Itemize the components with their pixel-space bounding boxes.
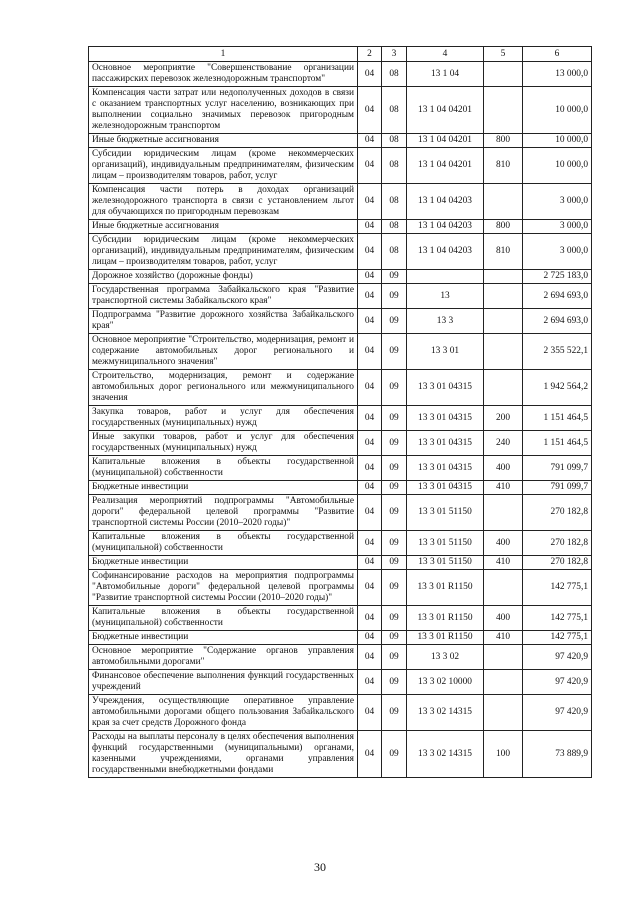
row-name: Закупка товаров, работ и услуг для обеспечения государственных (муниципальных) нужд xyxy=(89,406,358,431)
table-row xyxy=(89,220,592,234)
row-amount: 3 000,0 xyxy=(523,220,592,234)
row-target-code: 13 1 04 04201 xyxy=(407,134,484,148)
row-expense-type: 240 xyxy=(484,431,523,456)
row-target-code: 13 3 01 51150 xyxy=(407,556,484,570)
budget-table xyxy=(88,46,592,778)
row-amount: 1 151 464,5 xyxy=(523,406,592,431)
row-expense-type xyxy=(484,62,523,87)
row-expense-type: 800 xyxy=(484,220,523,234)
row-subsection: 09 xyxy=(382,606,407,631)
row-expense-type: 410 xyxy=(484,556,523,570)
row-name: Расходы на выплаты персоналу в целях обеспечения выполнения функций государственными (муниципальными) органами, казенными учреждениями, органами управления государственными внебюджетными фондами xyxy=(89,731,358,778)
row-section: 04 xyxy=(358,334,382,370)
row-subsection: 09 xyxy=(382,270,407,284)
row-name: Дорожное хозяйство (дорожные фонды) xyxy=(89,270,358,284)
row-subsection: 08 xyxy=(382,234,407,270)
row-expense-type xyxy=(484,695,523,731)
row-amount: 73 889,9 xyxy=(523,731,592,778)
row-subsection: 09 xyxy=(382,456,407,481)
header-col-6: 6 xyxy=(523,47,592,62)
row-subsection: 09 xyxy=(382,495,407,531)
table-row xyxy=(89,87,592,134)
row-section: 04 xyxy=(358,570,382,606)
row-section: 04 xyxy=(358,148,382,184)
row-section: 04 xyxy=(358,134,382,148)
row-amount: 97 420,9 xyxy=(523,695,592,731)
row-target-code: 13 3 02 14315 xyxy=(407,731,484,778)
row-expense-type xyxy=(484,270,523,284)
row-target-code: 13 1 04 xyxy=(407,62,484,87)
row-name: Подпрограмма "Развитие дорожного хозяйства Забайкальского края" xyxy=(89,309,358,334)
row-name: Иные бюджетные ассигнования xyxy=(89,134,358,148)
row-subsection: 09 xyxy=(382,570,407,606)
row-amount: 1 942 564,2 xyxy=(523,370,592,406)
row-subsection: 09 xyxy=(382,695,407,731)
row-amount: 270 182,8 xyxy=(523,495,592,531)
row-name: Компенсация части потерь в доходах организаций железнодорожного транспорта в связи с установлением льгот для обучающихся по пригородным перевозкам xyxy=(89,184,358,220)
row-expense-type: 800 xyxy=(484,134,523,148)
row-section: 04 xyxy=(358,184,382,220)
row-amount: 10 000,0 xyxy=(523,148,592,184)
row-subsection: 08 xyxy=(382,148,407,184)
row-subsection: 08 xyxy=(382,184,407,220)
table-row xyxy=(89,270,592,284)
row-amount: 270 182,8 xyxy=(523,531,592,556)
row-amount: 270 182,8 xyxy=(523,556,592,570)
row-expense-type xyxy=(484,284,523,309)
row-subsection: 09 xyxy=(382,556,407,570)
table-row xyxy=(89,531,592,556)
row-subsection: 09 xyxy=(382,645,407,670)
row-name: Иные закупки товаров, работ и услуг для обеспечения государственных (муниципальных) нужд xyxy=(89,431,358,456)
row-section: 04 xyxy=(358,606,382,631)
row-expense-type: 200 xyxy=(484,406,523,431)
row-subsection: 08 xyxy=(382,62,407,87)
row-name: Основное мероприятие "Содержание органов управления автомобильными дорогами" xyxy=(89,645,358,670)
row-name: Софинансирование расходов на мероприятия подпрограммы "Автомобильные дороги" федеральной целевой программы "Развитие транспортной системы России (2010–2020 годы)" xyxy=(89,570,358,606)
row-amount: 2 694 693,0 xyxy=(523,284,592,309)
row-amount: 97 420,9 xyxy=(523,670,592,695)
row-section: 04 xyxy=(358,456,382,481)
row-section: 04 xyxy=(358,406,382,431)
row-target-code: 13 1 04 04203 xyxy=(407,184,484,220)
row-name: Капитальные вложения в объекты государственной (муниципальной) собственности xyxy=(89,606,358,631)
budget-table-body xyxy=(89,62,592,778)
row-subsection: 09 xyxy=(382,731,407,778)
row-target-code: 13 1 04 04201 xyxy=(407,87,484,134)
row-expense-type xyxy=(484,570,523,606)
row-target-code xyxy=(407,270,484,284)
row-expense-type: 410 xyxy=(484,481,523,495)
header-col-5: 5 xyxy=(484,47,523,62)
row-amount: 791 099,7 xyxy=(523,456,592,481)
row-expense-type: 400 xyxy=(484,606,523,631)
table-row xyxy=(89,481,592,495)
table-row xyxy=(89,695,592,731)
table-row xyxy=(89,284,592,309)
row-target-code: 13 3 02 xyxy=(407,645,484,670)
row-name: Бюджетные инвестиции xyxy=(89,481,358,495)
row-target-code: 13 3 01 04315 xyxy=(407,481,484,495)
row-subsection: 09 xyxy=(382,670,407,695)
row-expense-type xyxy=(484,670,523,695)
row-section: 04 xyxy=(358,695,382,731)
row-section: 04 xyxy=(358,370,382,406)
table-row xyxy=(89,309,592,334)
row-target-code: 13 3 01 04315 xyxy=(407,370,484,406)
table-row xyxy=(89,370,592,406)
row-name: Бюджетные инвестиции xyxy=(89,631,358,645)
row-amount: 142 775,1 xyxy=(523,631,592,645)
row-section: 04 xyxy=(358,270,382,284)
row-amount: 3 000,0 xyxy=(523,234,592,270)
header-col-1: 1 xyxy=(89,47,358,62)
row-expense-type: 810 xyxy=(484,148,523,184)
header-col-2: 2 xyxy=(358,47,382,62)
row-name: Субсидии юридическим лицам (кроме некоммерческих организаций), индивидуальным предпринимателям, физическим лицам – производителям товаров, работ, услуг xyxy=(89,234,358,270)
header-col-4: 4 xyxy=(407,47,484,62)
row-expense-type xyxy=(484,309,523,334)
row-section: 04 xyxy=(358,731,382,778)
table-row xyxy=(89,556,592,570)
table-row xyxy=(89,431,592,456)
table-row xyxy=(89,645,592,670)
row-target-code: 13 3 01 51150 xyxy=(407,495,484,531)
row-subsection: 09 xyxy=(382,431,407,456)
row-name: Основное мероприятие "Совершенствование организации пассажирских перевозок железнодорожным транспортом" xyxy=(89,62,358,87)
row-amount: 1 151 464,5 xyxy=(523,431,592,456)
row-name: Финансовое обеспечение выполнения функций государственных учреждений xyxy=(89,670,358,695)
table-row xyxy=(89,406,592,431)
row-subsection: 09 xyxy=(382,406,407,431)
row-amount: 2 694 693,0 xyxy=(523,309,592,334)
row-name: Субсидии юридическим лицам (кроме некоммерческих организаций), индивидуальным предпринимателям, физическим лицам – производителям товаров, работ, услуг xyxy=(89,148,358,184)
table-row xyxy=(89,495,592,531)
row-expense-type: 810 xyxy=(484,234,523,270)
row-target-code: 13 1 04 04203 xyxy=(407,234,484,270)
row-target-code: 13 3 02 14315 xyxy=(407,695,484,731)
row-amount: 10 000,0 xyxy=(523,87,592,134)
header-col-3: 3 xyxy=(382,47,407,62)
row-section: 04 xyxy=(358,309,382,334)
table-row xyxy=(89,670,592,695)
row-expense-type xyxy=(484,495,523,531)
row-section: 04 xyxy=(358,220,382,234)
row-subsection: 09 xyxy=(382,284,407,309)
row-name: Иные бюджетные ассигнования xyxy=(89,220,358,234)
row-amount: 10 000,0 xyxy=(523,134,592,148)
page-number: 30 xyxy=(314,860,326,874)
row-target-code: 13 3 01 04315 xyxy=(407,406,484,431)
table-row xyxy=(89,631,592,645)
row-name: Реализация мероприятий подпрограммы "Автомобильные дороги" федеральной целевой программы "Развитие транспортной системы России (2010–2020 годы)" xyxy=(89,495,358,531)
row-amount: 2 725 183,0 xyxy=(523,270,592,284)
row-section: 04 xyxy=(358,87,382,134)
row-target-code: 13 3 xyxy=(407,309,484,334)
row-name: Государственная программа Забайкальского края "Развитие транспортной системы Забайкальского края" xyxy=(89,284,358,309)
table-row xyxy=(89,570,592,606)
row-name: Основное мероприятие "Строительство, модернизация, ремонт и содержание автомобильных дорог регионального и межмуниципального значения" xyxy=(89,334,358,370)
row-expense-type: 400 xyxy=(484,531,523,556)
row-target-code: 13 3 01 04315 xyxy=(407,431,484,456)
row-subsection: 08 xyxy=(382,87,407,134)
row-section: 04 xyxy=(358,495,382,531)
row-subsection: 09 xyxy=(382,531,407,556)
table-row xyxy=(89,148,592,184)
row-target-code: 13 3 01 04315 xyxy=(407,456,484,481)
row-section: 04 xyxy=(358,631,382,645)
row-section: 04 xyxy=(358,531,382,556)
row-target-code: 13 1 04 04203 xyxy=(407,220,484,234)
row-section: 04 xyxy=(358,556,382,570)
row-subsection: 08 xyxy=(382,220,407,234)
row-target-code: 13 3 01 R1150 xyxy=(407,631,484,645)
row-name: Капитальные вложения в объекты государственной (муниципальной) собственности xyxy=(89,531,358,556)
row-subsection: 09 xyxy=(382,631,407,645)
row-section: 04 xyxy=(358,62,382,87)
row-name: Компенсация части затрат или недополученных доходов в связи с оказанием транспортных услуг населению, возникающих при выполнении социально значимых перевозок пригородным железнодорожным транспортом xyxy=(89,87,358,134)
row-target-code: 13 1 04 04201 xyxy=(407,148,484,184)
table-row xyxy=(89,731,592,778)
row-subsection: 09 xyxy=(382,309,407,334)
row-amount: 791 099,7 xyxy=(523,481,592,495)
row-name: Учреждения, осуществляющие оперативное управление автомобильными дорогами общего пользования Забайкальского края за счет средств Дорожного фонда xyxy=(89,695,358,731)
row-amount: 142 775,1 xyxy=(523,570,592,606)
row-name: Бюджетные инвестиции xyxy=(89,556,358,570)
row-section: 04 xyxy=(358,645,382,670)
row-target-code: 13 3 01 51150 xyxy=(407,531,484,556)
row-expense-type xyxy=(484,184,523,220)
table-row xyxy=(89,184,592,220)
row-subsection: 09 xyxy=(382,370,407,406)
table-row xyxy=(89,234,592,270)
row-amount: 142 775,1 xyxy=(523,606,592,631)
row-target-code: 13 xyxy=(407,284,484,309)
row-section: 04 xyxy=(358,234,382,270)
row-section: 04 xyxy=(358,284,382,309)
row-target-code: 13 3 01 xyxy=(407,334,484,370)
row-expense-type xyxy=(484,645,523,670)
row-expense-type xyxy=(484,370,523,406)
table-header-row xyxy=(89,47,592,62)
row-target-code: 13 3 02 10000 xyxy=(407,670,484,695)
table-row xyxy=(89,456,592,481)
row-target-code: 13 3 01 R1150 xyxy=(407,606,484,631)
row-expense-type: 100 xyxy=(484,731,523,778)
row-name: Капитальные вложения в объекты государственной (муниципальной) собственности xyxy=(89,456,358,481)
row-amount: 2 355 522,1 xyxy=(523,334,592,370)
row-subsection: 09 xyxy=(382,334,407,370)
row-section: 04 xyxy=(358,431,382,456)
row-expense-type: 410 xyxy=(484,631,523,645)
table-row xyxy=(89,334,592,370)
row-target-code: 13 3 01 R1150 xyxy=(407,570,484,606)
table-row xyxy=(89,62,592,87)
row-amount: 97 420,9 xyxy=(523,645,592,670)
row-subsection: 08 xyxy=(382,134,407,148)
table-row xyxy=(89,134,592,148)
row-expense-type: 400 xyxy=(484,456,523,481)
row-name: Строительство, модернизация, ремонт и содержание автомобильных дорог регионального или межмуниципального значения xyxy=(89,370,358,406)
row-expense-type xyxy=(484,334,523,370)
row-expense-type xyxy=(484,87,523,134)
row-subsection: 09 xyxy=(382,481,407,495)
row-amount: 3 000,0 xyxy=(523,184,592,220)
row-amount: 13 000,0 xyxy=(523,62,592,87)
table-row xyxy=(89,606,592,631)
row-section: 04 xyxy=(358,670,382,695)
row-section: 04 xyxy=(358,481,382,495)
